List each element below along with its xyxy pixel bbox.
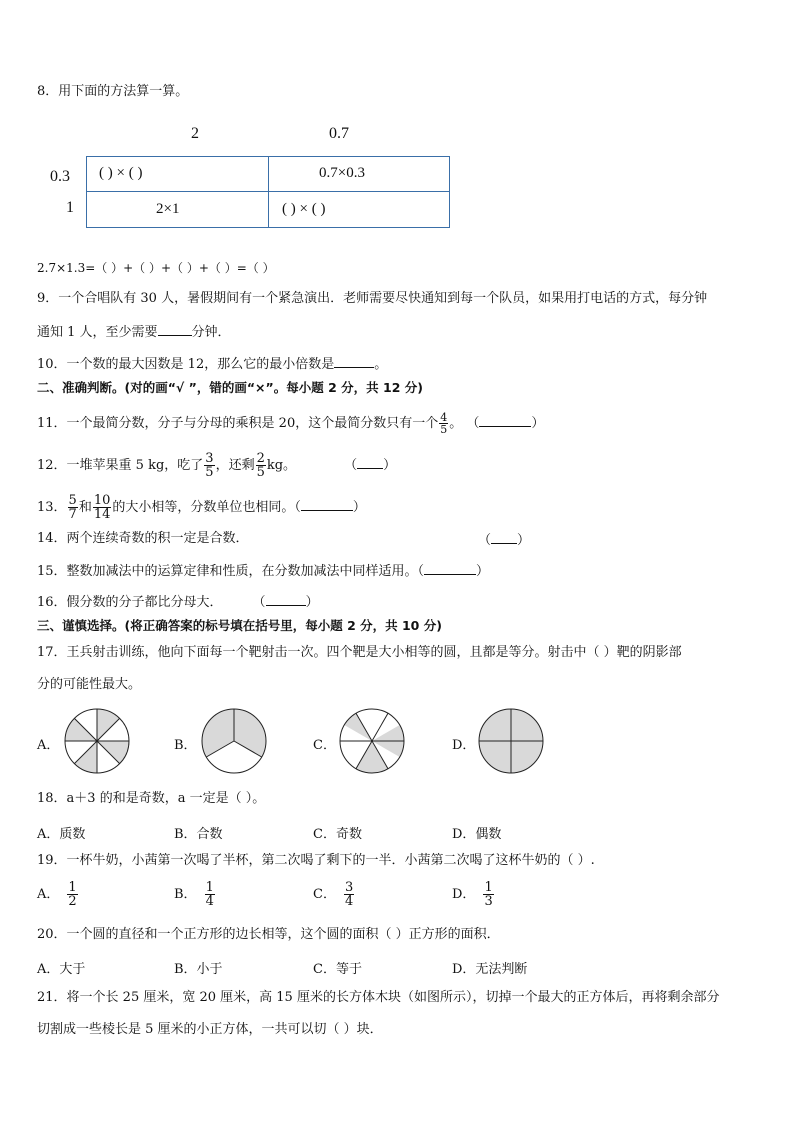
q9-line2b: 分钟． [191, 325, 231, 340]
q15-text: 15．整数加减法中的运算定律和性质，在分数加减法中同样适用。（ [37, 564, 425, 579]
q17-target-b [201, 708, 267, 774]
q13-paren-close: ） [352, 500, 366, 515]
q8-cell-b: 0.7×0.3 [319, 165, 365, 181]
q21-line2: 切割成一些棱长是 5 厘米的小正方体，一共可以切（ ）块． [37, 1022, 383, 1037]
q8-col1: 2 [191, 125, 199, 142]
q12-text2: ，还剩 [215, 458, 255, 473]
q12-blank[interactable] [357, 456, 383, 469]
q19-text: 19．一杯牛奶，小茜第一次喝了半杯，第二次喝了剩下的一半．小茜第二次喝了这杯牛奶的（ ）. [37, 853, 595, 868]
q8-cell-a: ( ) × ( ) [99, 165, 143, 181]
q15-blank[interactable] [424, 562, 476, 575]
q10-end: 。 [374, 357, 388, 372]
q19-option-a[interactable]: A． $\frac{1}{2}$ [37, 880, 77, 909]
q13-blank[interactable] [301, 498, 353, 511]
q9-line1: 9．一个合唱队有 30 人，暑假期间有一个紧急演出．老师需要尽快通知到每一个队员，如果用打电话的方式，每分钟 [37, 291, 708, 306]
q13-text: 的大小相等，分数单位也相同。（ [112, 500, 301, 515]
q12-paren-open: （ [344, 458, 358, 473]
q8-col2: 0.7 [329, 125, 349, 142]
q18-option-d[interactable]: D．偶数 [452, 827, 502, 842]
q13-num: 13． [37, 500, 67, 515]
q16-paren-open: （ [252, 595, 266, 610]
q13-and: 和 [78, 500, 92, 515]
q8-equation: 2.7×1.3=（ ）+（ ）+（ ）+（ ）=（ ） [37, 261, 275, 275]
q9-line2a: 通知 1 人，至少需要 [37, 325, 158, 340]
q12-fraction-eaten: $\frac{3}{5}$ [205, 451, 214, 480]
q18-option-a[interactable]: A．质数 [37, 827, 86, 842]
q12-fraction-left: $\frac{2}{5}$ [256, 451, 265, 480]
q11-text: 11．一个最简分数，分子与分母的乘积是 20，这个最简分数只有一个 [37, 416, 439, 431]
q16-paren-close: ） [305, 595, 319, 610]
q11-paren-close: ） [531, 416, 545, 431]
q8-cell-d: ( ) × ( ) [282, 201, 326, 217]
q19-option-d[interactable]: D． $\frac{1}{3}$ [452, 880, 493, 909]
q12-text: 12．一堆苹果重 5 kg，吃了 [37, 458, 204, 473]
q19-option-c[interactable]: C． $\frac{3}{4}$ [313, 880, 354, 909]
q13-fraction-1: $\frac{5}{7}$ [68, 493, 77, 522]
q20-option-b[interactable]: B．小于 [174, 962, 223, 977]
q17-option-a[interactable]: A． [37, 738, 60, 753]
q14-paren-close: ） [517, 533, 531, 548]
q10-text: 10．一个数的最大因数是 12，那么它的最小倍数是 [37, 357, 335, 372]
q17-line1: 17．王兵射击训练，他向下面每一个靶射击一次。四个靶是大小相等的圆，且都是等分。射击中（ ）靶的阴影部 [37, 645, 682, 660]
q14-text: 14．两个连续奇数的积一定是合数． [37, 531, 249, 546]
q8-text: 8．用下面的方法算一算。 [37, 84, 189, 99]
q12-paren-close: ） [383, 458, 397, 473]
q12-unit: kg。 [266, 458, 297, 473]
q16-blank[interactable] [266, 593, 306, 606]
q11-fraction: $\frac{4}{5}$ [440, 411, 448, 436]
q17-target-d [478, 708, 544, 774]
q21-line1: 21．将一个长 25 厘米，宽 20 厘米，高 15 厘米的长方体木块（如图所示），切掉一个最大的正方体后，再将剩余部分 [37, 990, 720, 1005]
q13-fraction-2: $\frac{10}{14}$ [93, 493, 111, 522]
q10-blank[interactable] [334, 355, 374, 368]
q19-option-b[interactable]: B． $\frac{1}{4}$ [174, 880, 214, 909]
q20-text: 20．一个圆的直径和一个正方形的边长相等，这个圆的面积（ ）正方形的面积． [37, 927, 500, 942]
q17-target-c [339, 708, 405, 774]
q17-option-c[interactable]: C． [313, 738, 336, 753]
q20-option-d[interactable]: D．无法判断 [452, 962, 528, 977]
q17-target-a [64, 708, 130, 774]
q18-option-b[interactable]: B．合数 [174, 827, 223, 842]
q18-text: 18．a＋3 的和是奇数，a 一定是（ ）。 [37, 791, 266, 806]
section3-title: 三、谨慎选择。(将正确答案的标号填在括号里，每小题 2 分，共 10 分) [37, 618, 442, 633]
q16-text: 16．假分数的分子都比分母大． [37, 595, 223, 610]
q17-option-b[interactable]: B． [174, 738, 197, 753]
q20-option-c[interactable]: C．等于 [313, 962, 362, 977]
q9-blank[interactable] [158, 323, 192, 336]
q11-blank[interactable] [479, 414, 531, 427]
section2-title: 二、准确判断。(对的画“√ ”，错的画“×”。每小题 2 分，共 12 分) [37, 380, 423, 395]
q8-table [86, 156, 450, 228]
q14-blank[interactable] [491, 531, 517, 544]
q18-option-c[interactable]: C．奇数 [313, 827, 362, 842]
q8-cell-c: 2×1 [156, 201, 180, 217]
q8-row1: 0.3 [50, 168, 70, 185]
q17-option-d[interactable]: D． [452, 738, 476, 753]
q17-line2: 分的可能性最大。 [37, 677, 142, 692]
q8-row2: 1 [66, 199, 74, 216]
q11-paren-open: 。 （ [449, 416, 480, 431]
q15-paren-close: ） [476, 564, 490, 579]
q20-option-a[interactable]: A．大于 [37, 962, 86, 977]
q14-paren-open: （ [478, 533, 492, 548]
